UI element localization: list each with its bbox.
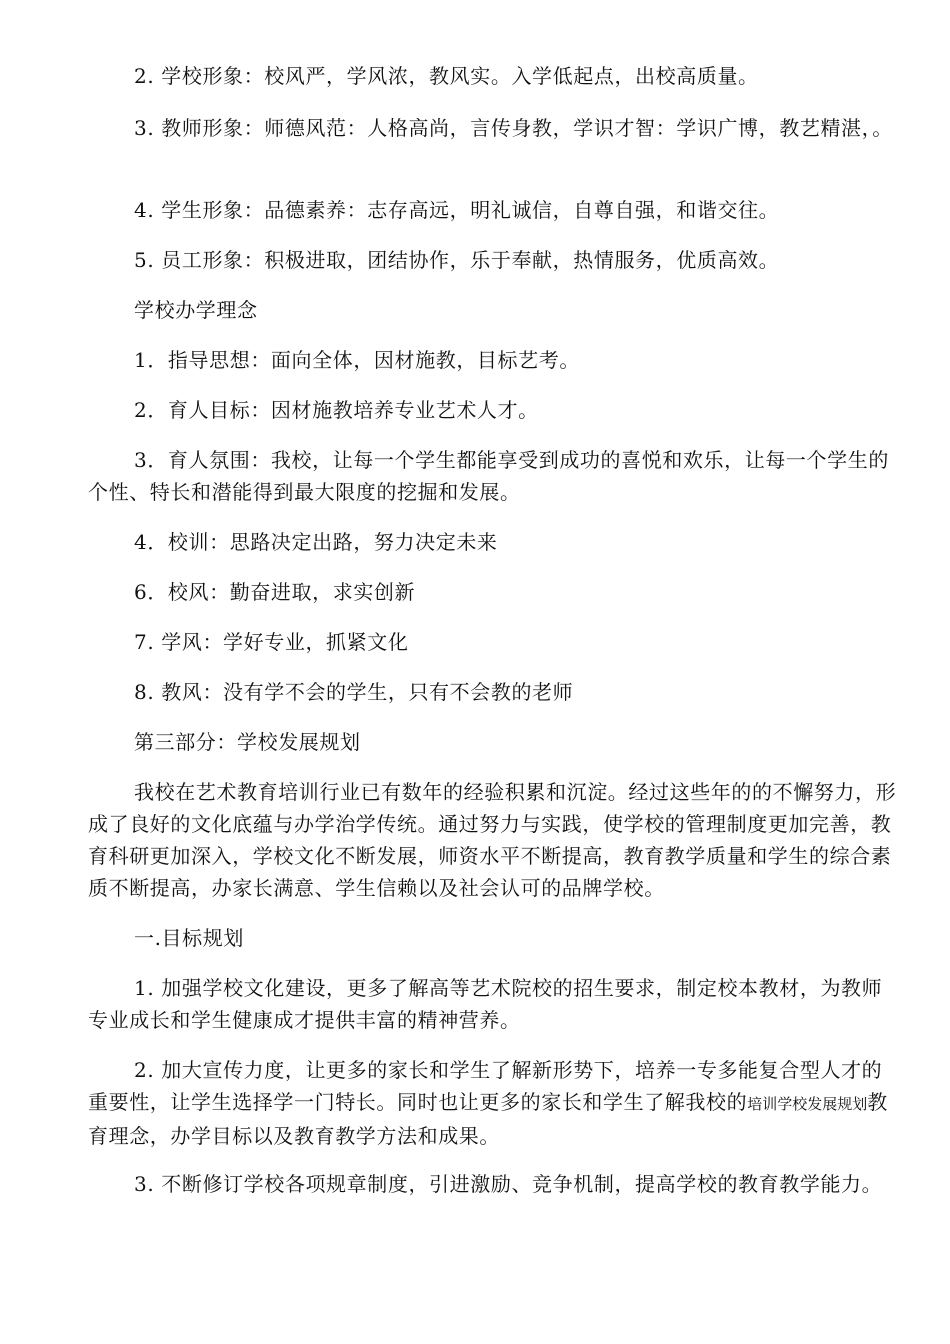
student-image-item: 4. 学生形象：品德素养：志存高远，明礼诚信，自尊自强，和谐交往。 bbox=[134, 198, 780, 222]
goal-item-2-text-a: 2. 加大宣传力度，让更多的家长和学生了解新形势下，培养一专多能复合型人才的重要性，让学生选择学一门特长。同时也让更多的家长和学生了解我校的 bbox=[88, 1058, 883, 1114]
school-motto-item: 4．校训：思路决定出路，努力决定未来 bbox=[134, 530, 498, 554]
section-heading-philosophy: 学校办学理念 bbox=[134, 298, 258, 322]
guiding-thought-item: 1．指导思想：面向全体，因材施教，目标艺考。 bbox=[134, 348, 580, 372]
part-three-heading: 第三部分：学校发展规划 bbox=[134, 730, 361, 754]
development-intro-paragraph: 我校在艺术教育培训行业已有数年的经验积累和沉淀。经过这些年的的不懈努力，形成了良好的文化底蕴与办学治学传统。通过努力与实践，使学校的管理制度更加完善，教育科研更加深入，学校文化不断发展，师资水平不断提高，教育教学质量和学生的综合素质不断提高，办家长满意、学生信赖以及社会认可的品牌学校。 bbox=[88, 780, 897, 900]
teacher-image-item: 3. 教师形象：师德风范：人格高尚，言传身教，学识才智：学识广博，教艺精湛，。 bbox=[134, 116, 893, 140]
school-image-item: 2. 学校形象：校风严，学风浓，教风实。入学低起点，出校高质量。 bbox=[134, 64, 759, 88]
study-style-item: 7. 学风：学好专业，抓紧文化 bbox=[134, 630, 409, 654]
teaching-style-item: 8. 教风：没有学不会的学生，只有不会教的老师 bbox=[134, 680, 574, 704]
staff-image-item: 5. 员工形象：积极进取，团结协作，乐于奉献，热情服务，优质高效。 bbox=[134, 248, 780, 272]
goal-item-2-inline-small: 培训学校发展规划 bbox=[747, 1095, 868, 1113]
goal-item-3: 3. 不断修订学校各项规章制度，引进激励、竞争机制，提高学校的教育教学能力。 bbox=[134, 1172, 883, 1196]
goal-item-1: 1. 加强学校文化建设，更多了解高等艺术院校的招生要求，制定校本教材，为教师专业成长和学生健康成才提供丰富的精神营养。 bbox=[88, 976, 883, 1032]
goal-planning-heading: 一.目标规划 bbox=[134, 926, 244, 950]
education-atmosphere-item: 3．育人氛围：我校，让每一个学生都能享受到成功的喜悦和欢乐，让每一个学生的个性、特长和潜能得到最大限度的挖掘和发展。 bbox=[88, 448, 889, 504]
school-style-item: 6．校风：勤奋进取，求实创新 bbox=[134, 580, 416, 604]
goal-item-2-text-b: 教育理念，办学目标以及教育教学方法和成果。 bbox=[88, 1090, 888, 1148]
education-goal-item: 2．育人目标：因材施教培养专业艺术人才。 bbox=[134, 398, 539, 422]
goal-item-2 bbox=[88, 1054, 900, 1152]
